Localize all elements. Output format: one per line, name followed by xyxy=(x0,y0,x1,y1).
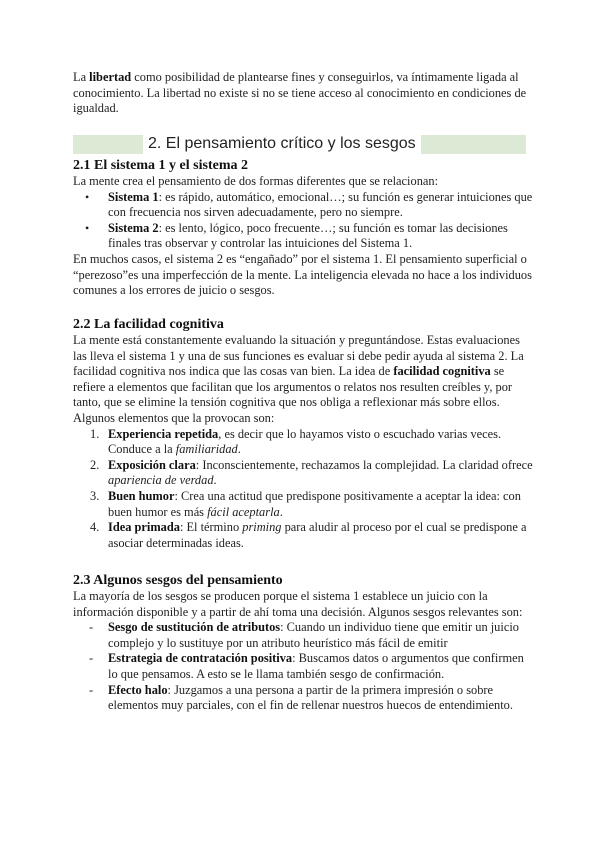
subsection-2-1 xyxy=(73,157,533,299)
list-item: • Sistema 1: es rápido, automático, emocional…; su función es generar intuiciones que con frecuencia nos sirven adecuadamente, pero no siempre. xyxy=(73,190,533,221)
list-item: 2. Exposición clara: Inconscientemente, rechazamos la complejidad. La claridad ofrece apariencia de verdad. xyxy=(90,457,533,488)
list-item: - Efecto halo: Juzgamos a una persona a partir de la primera impresión o sobre elementos muy parciales, con el fin de rellenar nuestros huecos de entendimiento. xyxy=(89,682,513,713)
list-item: • Sistema 2: es lento, lógico, poco frecuente…; su función es tomar las decisiones finales tras observar y controlar las intuiciones del Sistema 1. xyxy=(73,221,533,252)
list-item: 3. Buen humor: Crea una actitud que predispone positivamente a aceptar la idea: con buen humor es más fácil aceptarla. xyxy=(90,488,521,519)
list-item: 4. Idea primada: El término priming para aludir al proceso por el cual se predispone a asociar determinadas ideas. xyxy=(90,520,527,550)
subsection-heading: 2.1 El sistema 1 y el sistema 2 xyxy=(73,158,248,173)
paragraph: La mente está constantemente evaluando la situación y preguntándose. Estas evaluaciones las lleva el sistema 1 y una de sus funciones es evaluar si debe pedir ayuda al sistema 2. La facilidad cognitiva nos indica que las cosas van bien. La idea de facilidad cognitiva se refiere a elementos que facilitan que los argumentos o relatos nos resulten creíbles y, por tanto, que se elimine la tensión cognitiva que nos obliga a reflexionar más sobre ellos. Algunos elementos que la provocan son: xyxy=(73,333,524,425)
paragraph: La mente crea el pensamiento de dos formas diferentes que se relacionan: xyxy=(73,174,439,188)
numbered-list xyxy=(73,427,533,552)
subsection-2-3 xyxy=(73,572,533,714)
section-title: 2. El pensamiento crítico y los sesgos xyxy=(143,133,421,155)
dash-list xyxy=(73,620,533,714)
intro-text: La libertad como posibilidad de plantearse fines y conseguirlos, va íntimamente ligada al conocimiento. La libertad no existe si no se tiene acceso al conocimiento en condiciones de igualdad. xyxy=(73,70,527,116)
subsection-2-2 xyxy=(73,316,533,551)
list-item: - Sesgo de sustitución de atributos: Cuando un individuo tiene que emitir un juicio complejo y lo sustituye por un atributo heurístico más fácil de emitir xyxy=(89,620,519,650)
subsection-heading: 2.3 Algunos sesgos del pensamiento xyxy=(73,573,283,588)
subsection-heading: 2.2 La facilidad cognitiva xyxy=(73,317,224,332)
list-item: 1. Experiencia repetida, es decir que lo hayamos visto o escuchado varias veces. Conduce a la familiaridad. xyxy=(90,426,502,457)
bullet-list xyxy=(73,190,533,252)
list-item: - Estrategia de contratación positiva: Buscamos datos o argumentos que confirmen lo que pensamos. A esto se le llama también sesgo de confirmación. xyxy=(89,651,524,681)
paragraph: La mayoría de los sesgos se producen porque el sistema 1 establece un juicio con la información disponible y a partir de ahí toma una decisión. Algunos sesgos relevantes son: xyxy=(73,589,523,619)
intro-paragraph xyxy=(73,70,533,117)
paragraph: En muchos casos, el sistema 2 es “engañado” por el sistema 1. El pensamiento superficial o “perezoso”es una imperfección de la mente. La inteligencia elevada no hace a los individuos comunes a los errores de juicio o sesgos. xyxy=(73,251,532,298)
